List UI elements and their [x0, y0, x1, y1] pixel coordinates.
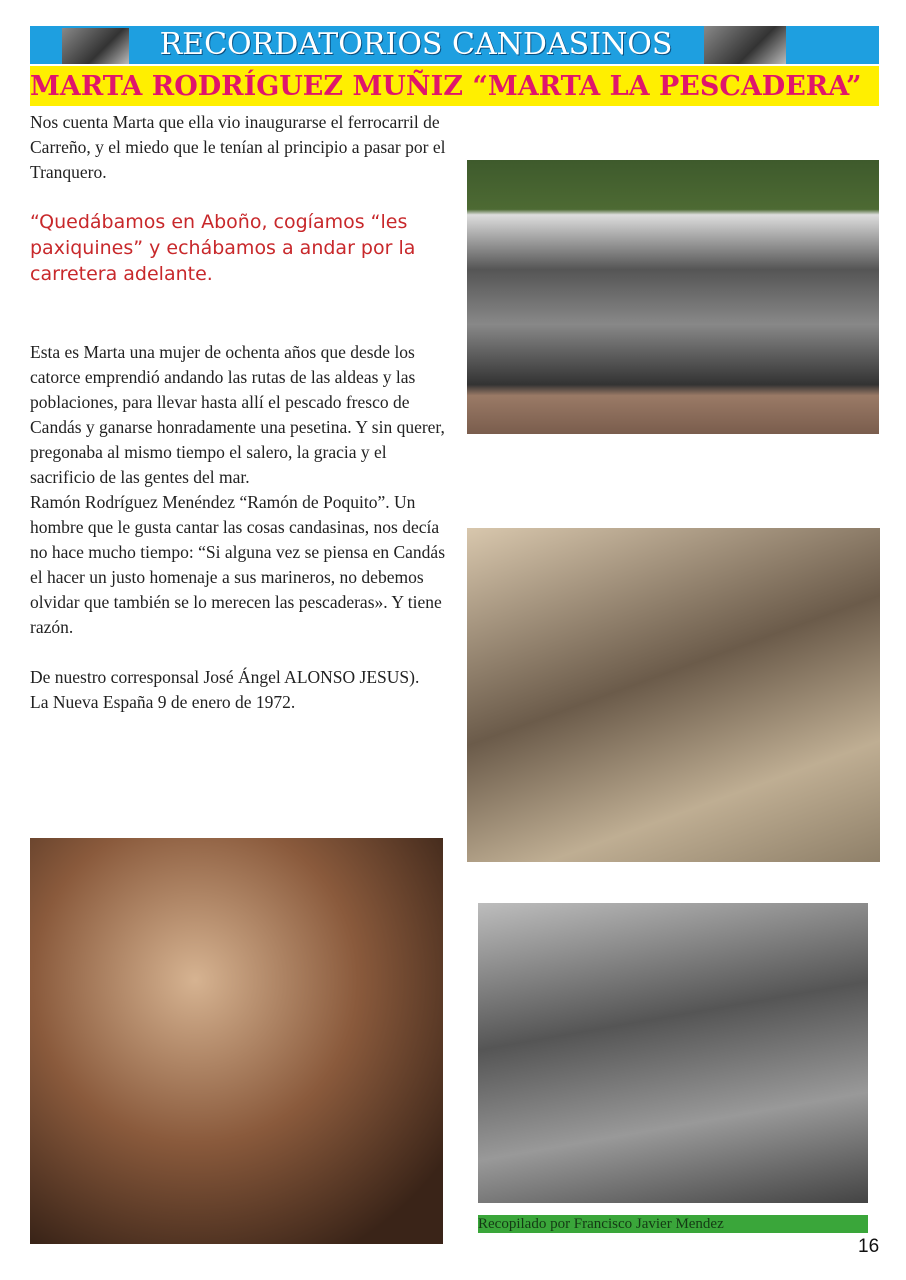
- banner-photo-left: [62, 28, 129, 64]
- intro-paragraph: Nos cuenta Marta que ella vio inaugurarse el ferrocarril de Carreño, y el miedo que le tenían al principio a pasar por el Tranquero.: [30, 112, 446, 182]
- source-line: De nuestro corresponsal José Ángel ALONSO JESUS).: [30, 667, 420, 687]
- body-paragraph: Ramón Rodríguez Menéndez “Ramón de Poquito”. Un hombre que le gusta cantar las cosas candasinas, nos decía no hace mucho tiempo: “Si alguna vez se piensa en Candás el hacer un justo homenaje a sus marineros, no debemos olvidar que también se lo merecen las pescaderas». Y tiene razón.: [30, 492, 446, 637]
- photo-marta-portrait: [30, 838, 443, 1244]
- page-number: 16: [858, 1236, 880, 1257]
- photo-women-seated: [467, 528, 880, 862]
- photo-fishwives-group: [478, 903, 868, 1203]
- intro-text: [30, 110, 450, 185]
- photo-group-banner: [467, 160, 879, 434]
- quote: “Quedábamos en Aboño, cogíamos “les paxiquines” y echábamos a andar por la carretera adelante.: [30, 211, 416, 285]
- body-text: [30, 340, 450, 715]
- banner-photo-right: [704, 26, 786, 64]
- series-banner: [30, 26, 879, 64]
- article-title: MARTA RODRÍGUEZ MUÑIZ “MARTA LA PESCADERA”: [30, 66, 879, 106]
- source-date: La Nueva España 9 de enero de 1972.: [30, 692, 296, 712]
- credit-line: Recopilado por Francisco Javier Mendez: [478, 1215, 868, 1233]
- body-paragraph: Esta es Marta una mujer de ochenta años que desde los catorce emprendió andando las rutas de las aldeas y las poblaciones, para llevar hasta allí el pescado fresco de Candás y ganarse honradamente una pesetina. Y sin querer, pregonaba al mismo tiempo el salero, la gracia y el sacrificio de las gentes del mar.: [30, 342, 445, 487]
- series-title: RECORDATORIOS CANDASINOS: [159, 27, 673, 62]
